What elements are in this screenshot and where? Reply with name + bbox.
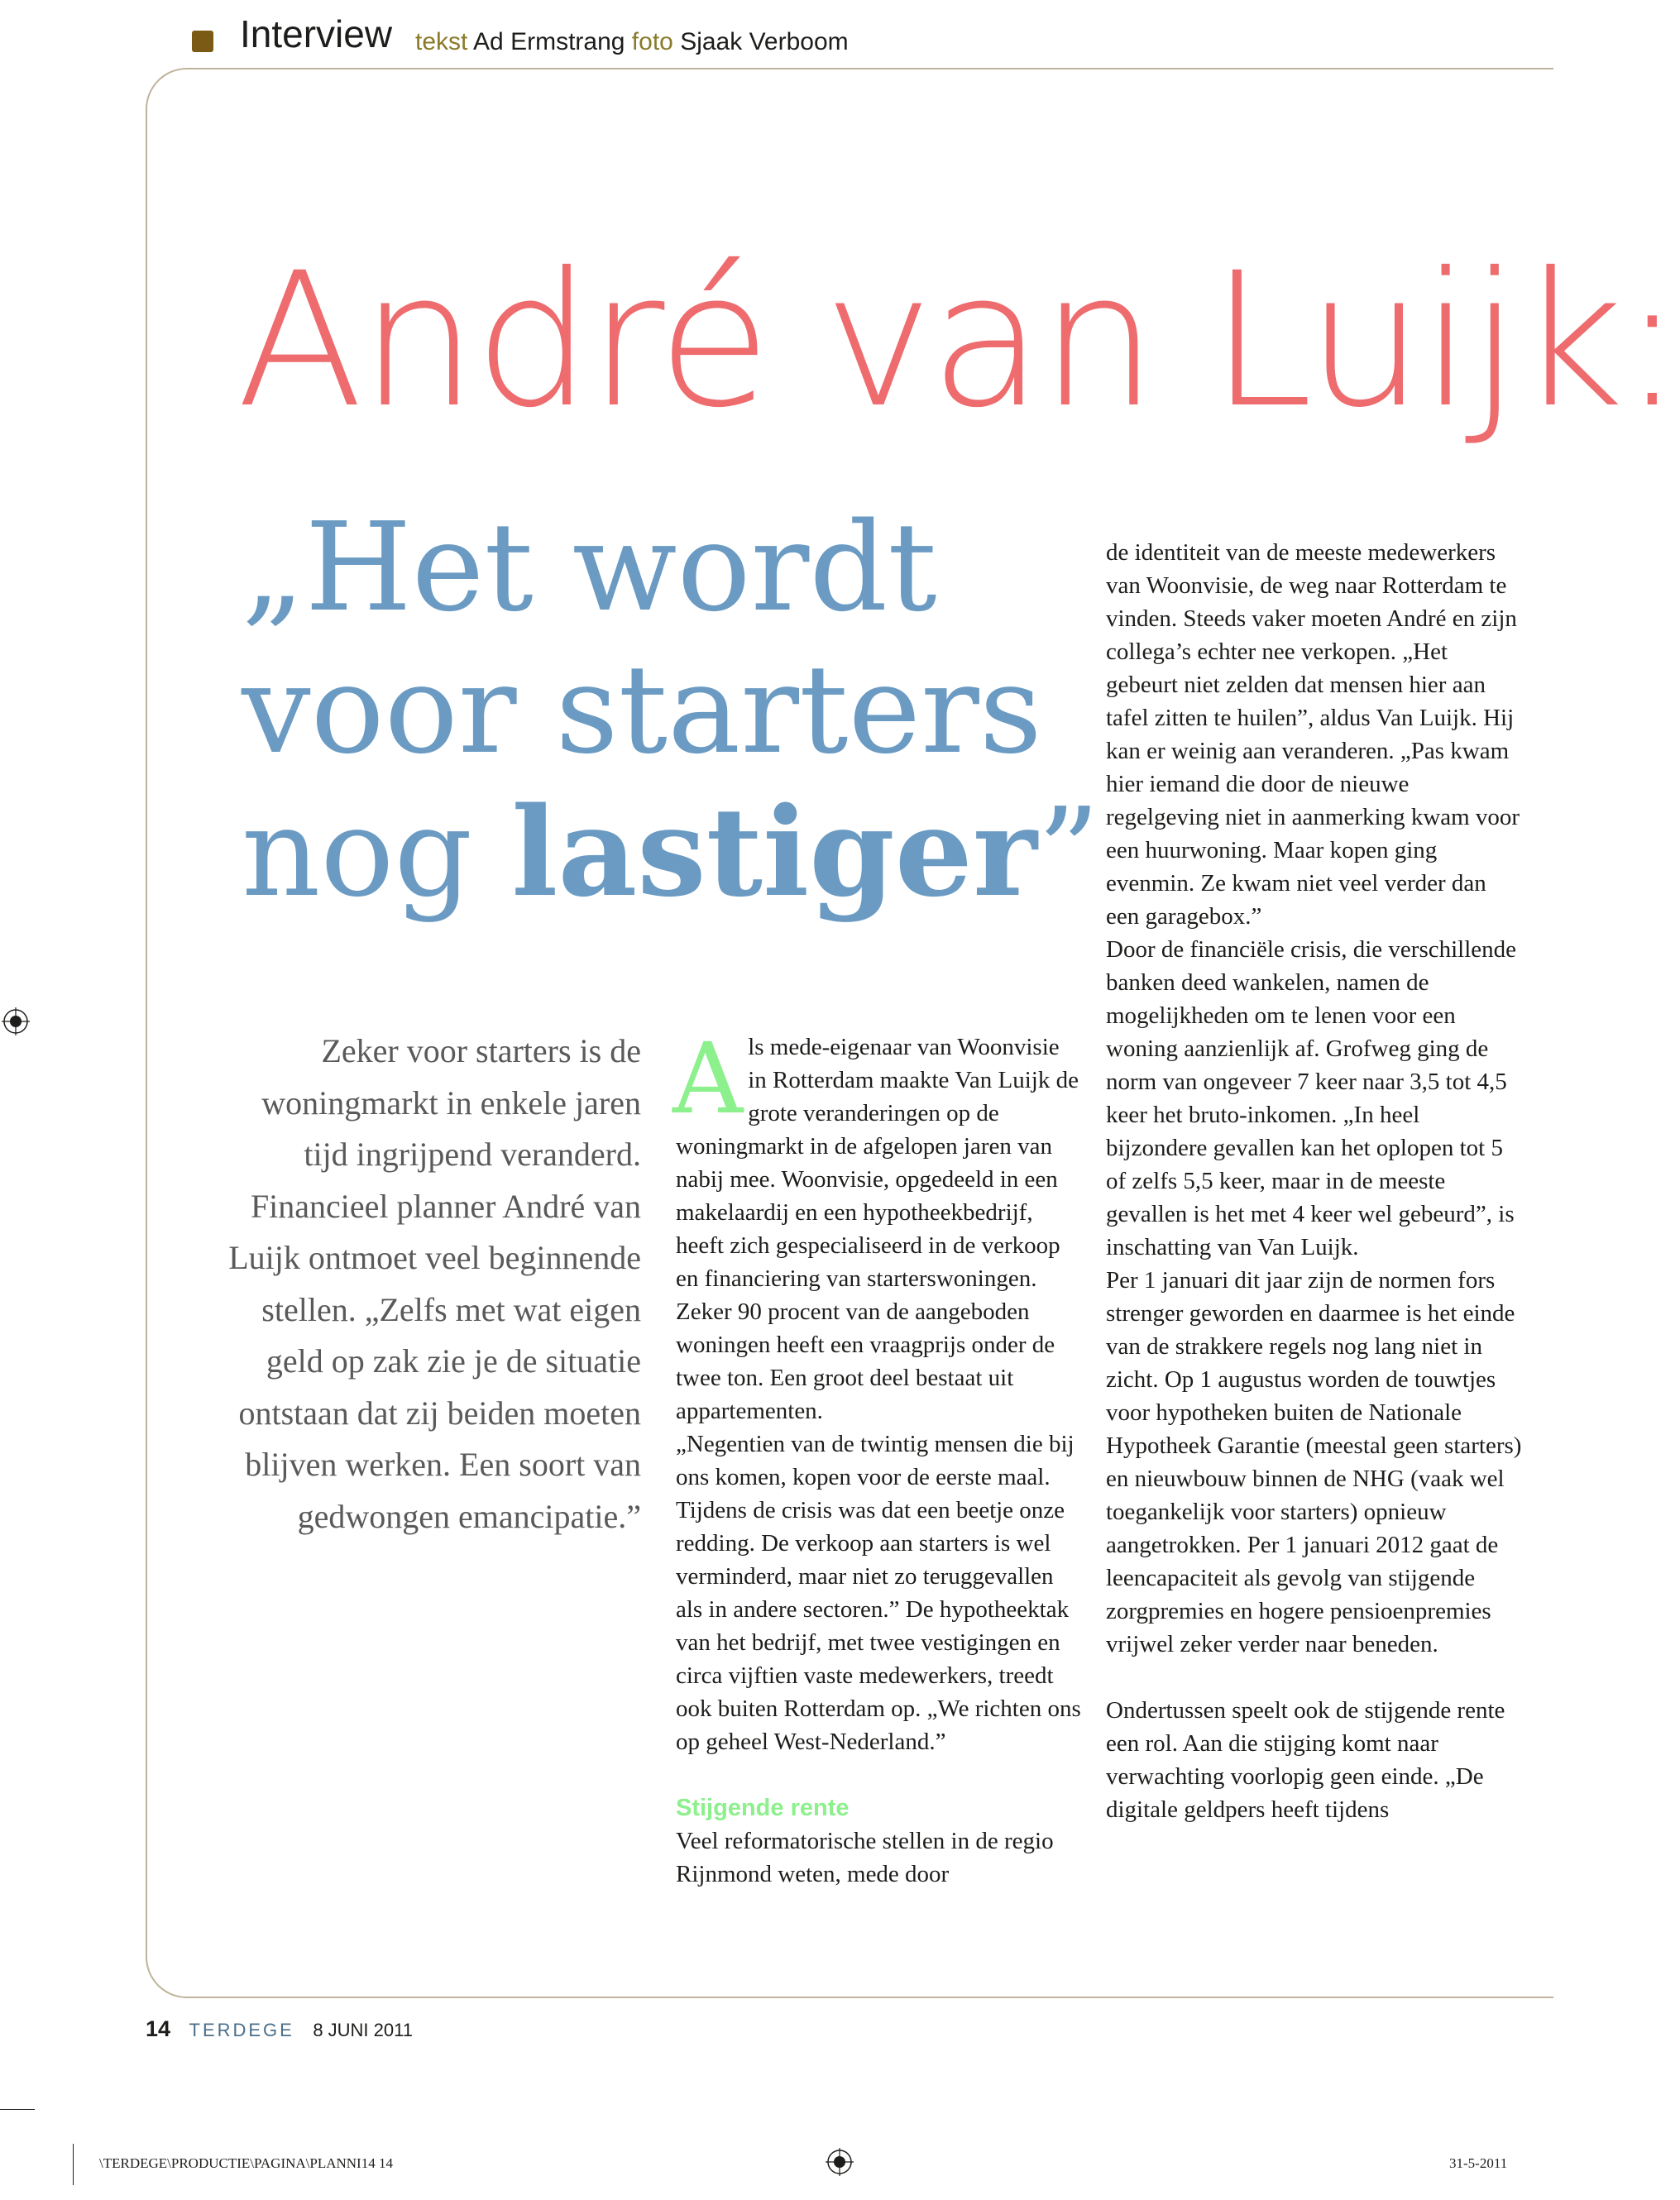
page-footer: [146, 2016, 413, 2042]
subtitle-line-2: voor starters: [242, 638, 1042, 781]
subtitle-end-quote: ”: [1036, 782, 1100, 924]
article-subtitle: [242, 496, 1100, 924]
paragraph: Veel reformatorische stellen in de regio Rijnmond weten, mede door: [676, 1828, 1054, 1887]
paragraph-text: ls mede-eigenaar van Woonvisie in Rotterdam maakte Van Luijk de grote veranderingen op de woningmarkt in de afgelopen jaren van nabij mee. Woonvisie, opgedeeld in een makelaardij en een hypotheekbedrijf, heeft zich gespecialiseerd in de verkoop en financiering van starterswoningen. Zeker 90 procent van de aangeboden woningen heeft een vraagprijs onder de twee ton. Een groot deel bestaat uit appartementen.: [676, 1034, 1079, 1424]
credits: [415, 28, 849, 56]
subheading: Stijgende rente: [676, 1795, 850, 1821]
page-number: 14: [146, 2016, 171, 2041]
section-marker: [192, 31, 213, 52]
body-column-1: [672, 1021, 1081, 1891]
article-title: André van Luijk:: [237, 232, 1680, 448]
body-column-2: [1106, 536, 1524, 1826]
text-label: tekst: [415, 28, 468, 55]
section-label: Interview: [240, 12, 393, 55]
registration-mark-icon: [826, 2148, 854, 2176]
paragraph: Per 1 januari dit jaar zijn de normen fors strenger geworden en daarmee is het einde van de strakkere regels nog lang niet in zicht. Op 1 augustus worden de touwtjes voor hypotheken buiten de Nationale Hypotheek Garantie (meestal geen starters) en nieuwbouw binnen de NHG (vaak wel toegankelijk voor starters) opnieuw aangetrokken. Per 1 januari 2012 gaat de leencapaciteit als gevolg van stijgende zorgpremies en hogere pensioenpremies vrijwel zeker verder naar beneden.: [1106, 1267, 1522, 1657]
paragraph: [672, 1021, 1081, 1428]
photographer-name: Sjaak Verboom: [680, 28, 849, 55]
print-slug-path: \TERDEGE\PRODUCTIE\PAGINA\PLANNI14 14: [99, 2155, 393, 2171]
paragraph: de identiteit van de meeste medewerkers van Woonvisie, de weg naar Rotterdam te vinden. Steeds vaker moeten André en zijn collega’s echter nee verkopen. „Het gebeurt niet zelden dat mensen hier aan tafel zitten te huilen”, aldus Van Luijk. Hij kan er weinig aan veranderen. „Pas kwam hier iemand die door de nieuwe regelgeving niet in aanmerking kwam voor een huurwoning. Maar kopen ging evenmin. Ze kwam niet veel verder dan een garagebox.”: [1106, 539, 1520, 930]
author-name: Ad Ermstrang: [473, 28, 625, 55]
article-intro: [223, 1026, 641, 1542]
subtitle-line-3: [242, 780, 1100, 924]
crop-mark: [73, 2144, 74, 2185]
registration-mark-icon: [2, 1007, 30, 1035]
issue-date: 8 JUNI 2011: [313, 2020, 413, 2040]
intro-text: Zeker voor starters is de woningmarkt in enkele jaren tijd ingrijpend veranderd. Financieel planner André van Luijk ontmoet veel beginnende stellen. „Zelfs met wat eigen geld op zak zie je de situatie ontstaan dat zij beiden moeten blijven werken. Een soort van gedwongen emancipatie.”: [228, 1032, 641, 1535]
subtitle-regular: nog: [242, 782, 512, 924]
subtitle-line-1: „Het wordt: [242, 496, 937, 638]
paragraph: „Negentien van de twintig mensen die bij ons komen, kopen voor de eerste maal. Tijdens de crisis was dat een beetje onze redding. De verkoop aan starters is wel verminderd, maar niet zo teruggevallen als in andere sectoren.” De hypotheektak van het bedrijf, met twee vestigingen en circa vijftien vaste medewerkers, treedt ook buiten Rotterdam op. „We richten ons op geheel West-Nederland.”: [676, 1431, 1081, 1755]
crop-mark: [0, 2109, 35, 2110]
photo-label: foto: [631, 28, 673, 55]
dropcap: A: [672, 1021, 744, 1136]
paragraph: Door de financiële crisis, die verschillende banken deed wankelen, namen de mogelijkheden om te lenen voor een woning aanzienlijk af. Grofweg ging de norm van ongeveer 7 keer naar 3,5 tot 4,5 keer het bruto-inkomen. „In heel bijzondere gevallen kan het oplopen tot 5 of zelfs 5,5 keer, maar in de meeste gevallen is het met 4 keer wel gebeurd”, is inschatting van Van Luijk.: [1106, 936, 1517, 1260]
paragraph: Ondertussen speelt ook de stijgende rente een rol. Aan die stijging komt naar verwachting voorlopig geen einde. „De digitale geldpers heeft tijdens: [1106, 1697, 1505, 1823]
subtitle-bold: lastiger: [511, 780, 1037, 924]
magazine-name: TERDEGE: [189, 2020, 294, 2040]
print-slug-date: 31-5-2011: [1449, 2155, 1508, 2171]
